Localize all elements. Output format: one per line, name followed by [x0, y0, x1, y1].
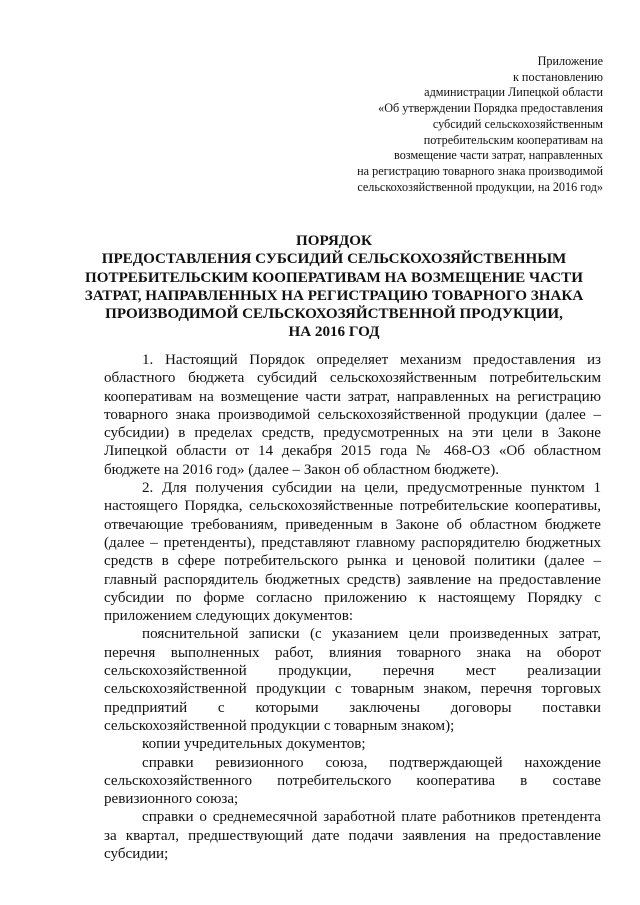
appendix-line: возмещение части затрат, направленных [394, 148, 603, 163]
appendix-line: к постановлению [512, 69, 603, 84]
title-line: ЗАТРАТ, НАПРАВЛЕННЫХ НА РЕГИСТРАЦИЮ ТОВАРНОГО ЗНАКА [84, 287, 584, 304]
list-item-audit-union-certificate: справки ревизионного союза, подтверждающей нахождение сельскохозяйственного потребительского кооператива в составе ревизионного союза; [104, 754, 601, 808]
paragraph-1: 1. Настоящий Порядок определяет механизм предоставления из областного бюджета субсидий сельскохозяйственным потребительским кооперативам на возмещение части затрат, направленных на регистрацию товарного знака производимой сельскохозяйственной продукции (далее – субсидии) в пределах средств, предусмотренных на эти цели в Законе Липецкой области от 14 декабря 2015 года № 468-ОЗ «Об областном бюджете на 2016 год» (далее – Закон об областном бюджете). [104, 352, 601, 478]
appendix-line: «Об утверждении Порядка предоставления [378, 101, 603, 116]
title-line: ПРОИЗВОДИМОЙ СЕЛЬСКОХОЗЯЙСТВЕННОЙ ПРОДУКЦИИ, [105, 306, 563, 323]
appendix-line: потребительским кооперативам на [423, 132, 603, 147]
appendix-header [273, 54, 603, 195]
list-item-salary-certificate: справки о среднемесячной заработной плате работников претендента за квартал, предшествующий дате подачи заявления на предоставление субсидии; [104, 809, 601, 863]
appendix-line: сельскохозяйственной продукции, на 2016 год» [357, 179, 603, 194]
title-line: ПРЕДОСТАВЛЕНИЯ СУБСИДИЙ СЕЛЬСКОХОЗЯЙСТВЕННЫМ [101, 251, 567, 268]
appendix-line: на регистрацию товарного знака производимой [357, 163, 603, 178]
appendix-line: Приложение [537, 54, 603, 68]
appendix-line: субсидий сельскохозяйственным [432, 116, 603, 131]
document-body [104, 351, 601, 863]
paragraph-2: 2. Для получения субсидии на цели, предусмотренные пунктом 1 настоящего Порядка, сельскохозяйственные потребительские кооперативы, отвечающие требованиям, приведенным в Законе об областном бюджете (далее – претенденты), представляют главному распорядителю бюджетных средств в сфере потребительского рынка и ценовой политики (далее – главный распорядитель бюджетных средств) заявление на предоставление субсидии по форме согласно приложению к настоящему Порядку с приложением следующих документов: [104, 480, 601, 625]
list-item-founding-documents: копии учредительных документов; [142, 736, 366, 753]
list-item-explanatory-note: пояснительной записки (с указанием цели произведенных затрат, перечня выполненных работ, влияния товарного знака на оборот сельскохозяйственной продукции, перечня мест реализации сельскохозяйственной продукции с товарным знаком, перечня торговых предприятий с которыми заключены договоры поставки сельскохозяйственной продукции с товарным знаком); [104, 626, 601, 734]
appendix-line: администрации Липецкой области [424, 85, 603, 100]
title-line: ПОТРЕБИТЕЛЬСКИМ КООПЕРАТИВАМ НА ВОЗМЕЩЕНИЕ ЧАСТИ [85, 269, 583, 286]
title-line: НА 2016 ГОД [288, 324, 380, 341]
title-line: ПОРЯДОК [296, 233, 372, 249]
document-title [66, 232, 602, 342]
